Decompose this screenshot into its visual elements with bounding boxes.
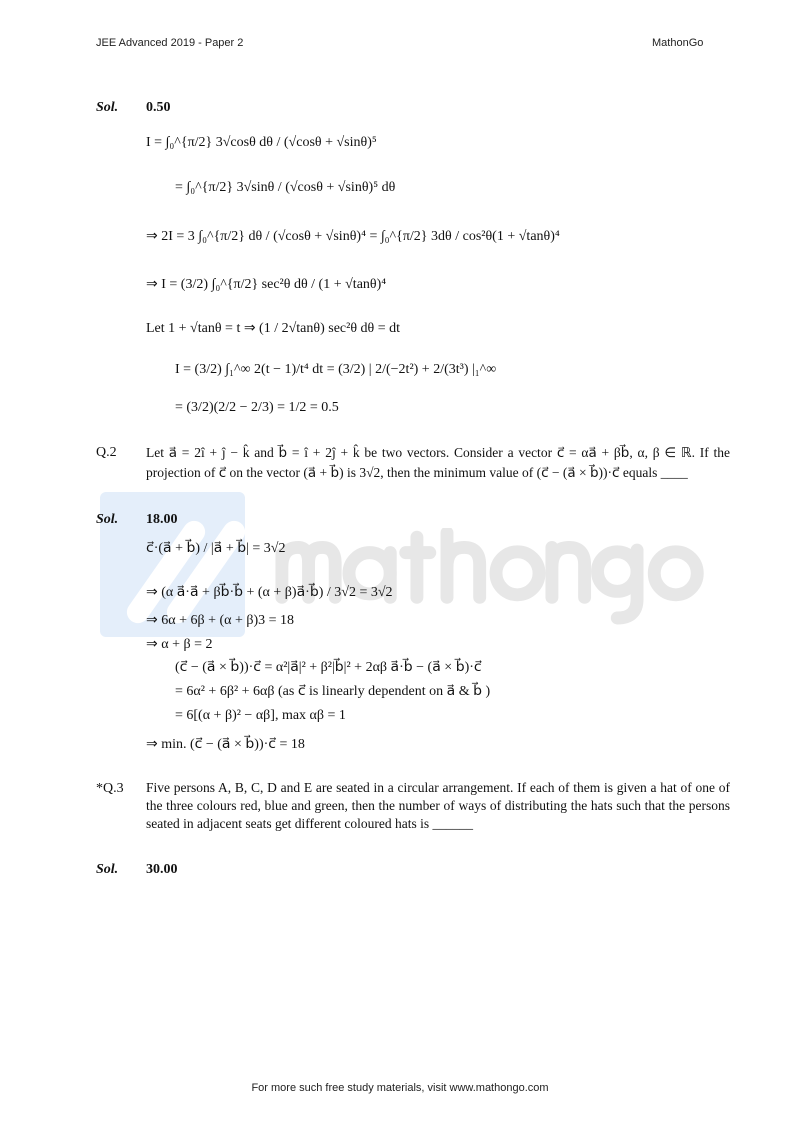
question-text: Let a⃗ = 2î + ĵ − k̂ and b⃗ = î + 2ĵ + k̂ be two vectors. Consider a vector c⃗ = αa⃗ + βb⃗, α, β ∈ ℝ. If the projection of c⃗ on the vector (a⃗ + b⃗) is 3√2, then the minimum value of (c⃗ − (a⃗ × b⃗))·c⃗ equals ____: [146, 445, 730, 480]
math-line: ⇒ 2I = 3 ∫₀^{π/2} dθ / (√cosθ + √sinθ)⁴ = ∫₀^{π/2} 3dθ / cos²θ(1 + √tanθ)⁴: [146, 229, 560, 244]
math-line: = 6[(α + β)² − αβ], max αβ = 1: [175, 708, 346, 723]
math-line: ⇒ α + β = 2: [146, 637, 213, 652]
solution-answer: 18.00: [146, 512, 178, 527]
footer-text: For more such free study materials, visit www.mathongo.com: [251, 1082, 549, 1094]
solution-label: Sol.: [96, 512, 119, 527]
math-line: = ∫₀^{π/2} 3√sinθ / (√cosθ + √sinθ)⁵ dθ: [175, 180, 396, 195]
math-line: ⇒ min. (c⃗ − (a⃗ × b⃗))·c⃗ = 18: [146, 737, 305, 752]
math-line: ⇒ (α a⃗·a⃗ + βb⃗·b⃗ + (α + β)a⃗·b⃗) / 3√2 = 3√2: [146, 585, 393, 600]
math-line: I = (3/2) ∫₁^∞ 2(t − 1)/t⁴ dt = (3/2) | 2/(−2t²) + 2/(3t³) |₁^∞: [175, 362, 497, 377]
solution-label: Sol.: [96, 862, 119, 877]
solution-answer: 30.00: [146, 862, 178, 877]
math-line: Let 1 + √tanθ = t ⇒ (1 / 2√tanθ) sec²θ dθ = dt: [146, 321, 401, 336]
watermark-wordmark: [275, 528, 705, 628]
header-brand: MathonGo: [652, 37, 704, 49]
question-label: Q.2: [96, 445, 117, 460]
math-line: = 6α² + 6β² + 6αβ (as c⃗ is linearly dependent on a⃗ & b⃗ ): [175, 684, 491, 699]
math-line: = (3/2)(2/2 − 2/3) = 1/2 = 0.5: [175, 400, 339, 415]
solution-answer: 0.50: [146, 100, 171, 115]
math-line: I = ∫₀^{π/2} 3√cosθ dθ / (√cosθ + √sinθ)⁵: [146, 135, 377, 150]
math-line: c⃗·(a⃗ + b⃗) / |a⃗ + b⃗| = 3√2: [146, 541, 286, 556]
math-line: (c⃗ − (a⃗ × b⃗))·c⃗ = α²|a⃗|² + β²|b⃗|² + 2αβ a⃗·b⃗ − (a⃗ × b⃗)·c⃗: [175, 660, 482, 675]
question-label: *Q.3: [96, 781, 124, 796]
math-line: ⇒ 6α + 6β + (α + β)3 = 18: [146, 613, 295, 628]
header-title: JEE Advanced 2019 - Paper 2: [96, 37, 244, 49]
math-line: ⇒ I = (3/2) ∫₀^{π/2} sec²θ dθ / (1 + √tanθ)⁴: [146, 277, 387, 292]
question-text: Five persons A, B, C, D and E are seated in a circular arrangement. If each of them is given a hat of one of the three colours red, blue and green, then the number of ways of distributing the hats such that the persons seated in adjacent seats get different coloured hats is ______: [146, 780, 730, 831]
solution-label: Sol.: [96, 100, 119, 115]
